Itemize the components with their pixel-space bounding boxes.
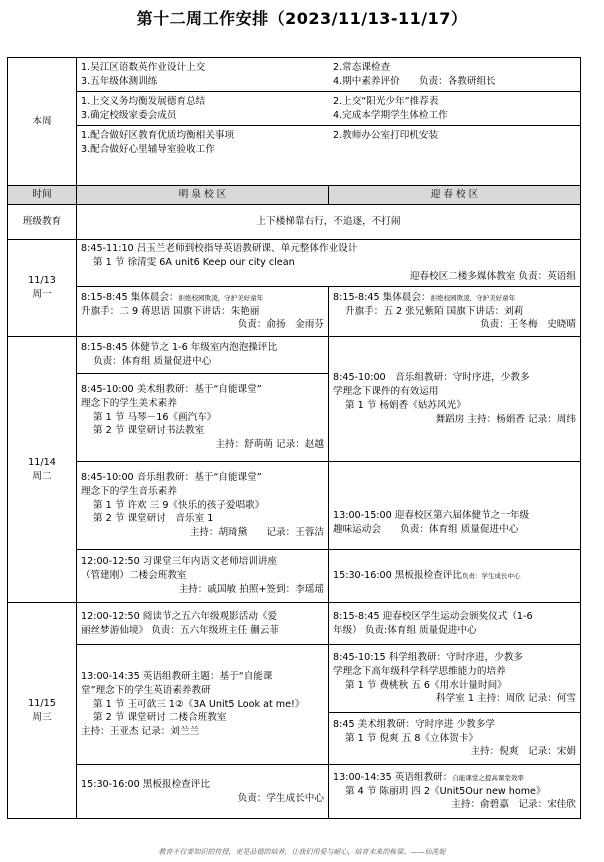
this-week-row: [8, 58, 581, 186]
tuesday-day: 周二: [32, 470, 52, 482]
wednesday-campus-b-event: 8:45 美术组教研：守时序进 少教多学 第 1 节 倪爽 五 8《立体贺卡》 主持：倪爽 记录：宋娟: [329, 713, 581, 765]
wednesday-campus-a-event: 13:00-14:35 英语组教研主题：基于“自能课 堂”理念下的学生英语素养教研 第 1 节 王可歆三 1②《3A Unit5 Look at me!》 第 2 节 课堂研讨 二楼合班教室 主持：王亚杰 记录：刘兰兰: [77, 645, 329, 765]
monday-row-1: [8, 240, 581, 287]
wednesday-campus-b-event: 8:45-10:15 科学组教研：守时序进，少教多 学理念下高年级科学科学思维能力的培养 第 1 节 费桃秋 五 6《用水计量时间》 科学室 1 主持：周欣 记录：何雪: [329, 645, 581, 713]
task-item: 2.上交“阳光少年”推荐表: [333, 95, 439, 107]
footer-quote: 教育不仅要知识的传授，更是品德的培养，让我们用爱与耐心，培育未来的栋梁。——仙洗妮: [158, 848, 446, 856]
this-week-block-1: [77, 58, 580, 92]
wednesday-campus-b-event: 8:15-8:45 迎春校区学生运动会颁奖仪式（1-6 年级） 负责:体育组 质量促进中心: [329, 603, 581, 645]
wednesday-row-1: [8, 603, 581, 645]
this-week-block-3: [77, 126, 580, 159]
tuesday-campus-a-event: 8:45-10:00 美术组教研：基于“自能课堂” 理念下的学生美术素养 第 1 节 马琴－16《画汽车》 第 2 节 课堂研讨书法教室 主持：舒萌萌 记录：赵越: [77, 374, 329, 462]
header-row: [8, 186, 581, 205]
task-item: 1.上交义务均衡发展德育总结: [81, 95, 206, 107]
schedule-table: [7, 57, 581, 819]
class-education-content: 上下楼梯靠右行，不追逐，不打闹: [77, 205, 581, 240]
monday-label: [8, 240, 77, 337]
wednesday-campus-a-event: 15:30-16:00 黑板报检查评比 负责：学生成长中心: [77, 765, 329, 819]
tuesday-campus-b-event: 13:00-15:00 迎春校区第六届体健节之一年级 趣味运动会 负责：体育组 质量促进中心: [329, 498, 581, 550]
task-item: 1.吴江区语数英作业设计上交: [81, 62, 206, 73]
monday-row-2: [8, 287, 581, 337]
wednesday-day: 周三: [32, 711, 52, 723]
wednesday-campus-b-event: 13:00-14:35 英语组教研：自能课堂之提高课堂效率 第 4 节 陈丽玥 四 2《Unit5Our new home》 主持：俞碧嘉 记录：宋佳欣: [329, 765, 581, 819]
monday-joint-event: 8:45-11:10 吕玉兰老师到校指导英语教研课、单元整体作业设计 第 1 节 徐清雯 6A unit6 Keep our city clean 迎春校区二楼多媒体教室 负责：英语组: [77, 240, 581, 287]
page-title: 第十二周工作安排（2023/11/13-11/17）: [136, 9, 468, 28]
tuesday-campus-b-event: 15:30-16:00 黑板报检查评比负责：学生成长中心: [329, 550, 581, 603]
tuesday-row-3: [8, 462, 581, 498]
tuesday-campus-b-event: 8:45-10:00 音乐组教研：守时序进，少教多 学理念下课件的有效运用 第 1 节 杨娟香《姑苏风光》 舞蹈房 主持：杨娟香 记录：周纬: [329, 337, 581, 462]
header-campus-a: 明 泉 校 区: [77, 186, 329, 205]
task-item: 4.期中素养评价 负责：各教研组长: [333, 75, 496, 87]
tuesday-campus-a-event: 12:00-12:50 习课堂三年内语文老师培训讲座 （管建刚）二楼会班教室 主持：戚国敏 拍照+签到：李瑶瑶: [77, 550, 329, 603]
monday-day: 周一: [32, 289, 52, 300]
wednesday-row-4: [8, 765, 581, 819]
task-item: 3.确定校级家委会成员: [81, 109, 177, 121]
wednesday-date: 11/15: [28, 697, 56, 709]
monday-campus-b-assembly: 8:15-8:45 集体晨会：拒绝校园欺凌，守护美好童年 升旗手：五 2 张兄紫陌 国旗下讲话：刘莉 负责：王冬梅 史晓晴: [329, 287, 581, 337]
tuesday-campus-a-event: 8:15-8:45 体健节之 1-6 年级室内泡泡操评比 负责：体育组 质量促进中心: [77, 337, 329, 374]
class-education-label: 班级教育: [8, 205, 77, 240]
this-week-block-2: [77, 92, 580, 126]
tuesday-row-5: [8, 550, 581, 603]
header-time: 时间: [8, 186, 77, 205]
task-item: 4.完成本学期学生体检工作: [333, 109, 448, 121]
wednesday-label: [8, 603, 77, 819]
this-week-label: 本周: [8, 58, 77, 186]
task-item: 3.配合做好心里辅导室验收工作: [81, 143, 215, 155]
header-campus-b: 迎 春 校 区: [329, 186, 581, 205]
wednesday-row-2: [8, 645, 581, 713]
tuesday-campus-a-event: 8:45-10:00 音乐组教研：基于“自能课堂” 理念下的学生音乐素养 第 1 节 许欢 三 9《快乐的孩子爱唱歌》 第 2 节 课堂研讨 音乐室 1 主持：胡琦黛 记录：王蓉洁: [77, 462, 329, 550]
task-item: 1.配合做好区教育优质均衡相关事项: [81, 129, 235, 141]
monday-campus-a-assembly: 8:15-8:45 集体晨会：拒绝校园欺凌，守护美好童年 升旗手：二 9 蒋思语 国旗下讲话：朱艳丽 负责：俞扬 金雨芬: [77, 287, 329, 337]
tuesday-date: 11/14: [28, 456, 56, 468]
tuesday-row-1: [8, 337, 581, 374]
task-item: 2.教师办公室打印机安装: [333, 129, 439, 141]
wednesday-campus-a-event: 12:00-12:50 阅读节之五六年级观影活动《爱 丽丝梦游仙境》 负责：五六年级班主任 蒯云菲: [77, 603, 329, 645]
task-item: 3.五年级体测训练: [81, 75, 158, 87]
tuesday-label: [8, 337, 77, 603]
task-item: 2.常态课检查: [333, 62, 391, 73]
class-education-row: [8, 205, 581, 240]
task-item: [333, 143, 576, 157]
monday-date: 11/13: [28, 275, 56, 287]
